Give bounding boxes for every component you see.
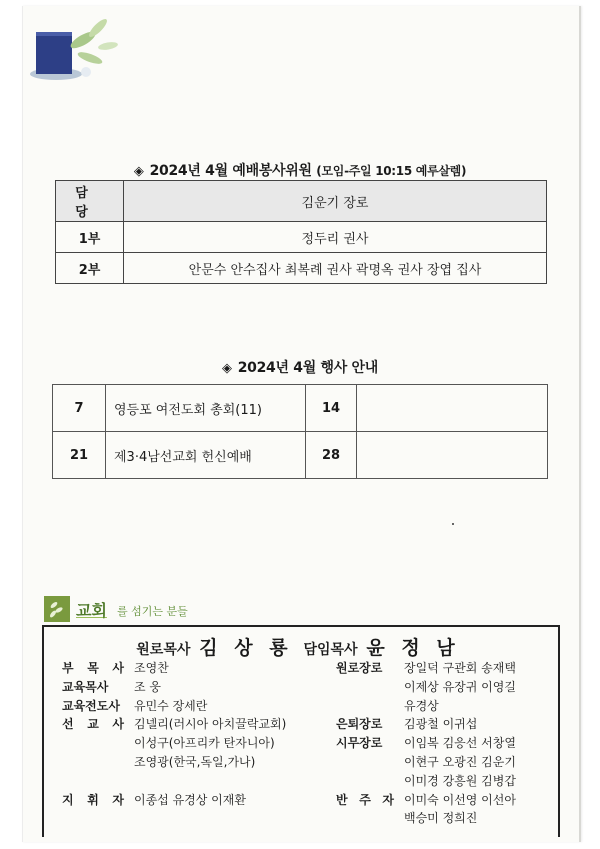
table-row bbox=[56, 181, 547, 222]
diamond-icon: ◈ bbox=[222, 361, 232, 376]
event-day: 14 bbox=[306, 385, 357, 432]
list-item: 이현구 오광진 김운기 bbox=[404, 754, 516, 769]
event-day: 21 bbox=[53, 432, 106, 479]
service-committee-heading: 2024년 4월 예배봉사위원 bbox=[149, 163, 312, 179]
list-item: 이미경 강흥원 김병갑 bbox=[404, 773, 516, 788]
diamond-icon: ◈ bbox=[133, 164, 144, 179]
row-value: 정두리 권사 bbox=[124, 222, 547, 253]
servants-header-main: 교회 bbox=[76, 601, 107, 620]
servants-header-sub: 를 섬기는 분들 bbox=[117, 605, 188, 618]
table-row bbox=[53, 432, 548, 479]
candle-leaf-decoration bbox=[28, 10, 118, 82]
speck bbox=[452, 523, 454, 525]
table-row bbox=[53, 385, 548, 432]
list-item: 유경상 bbox=[404, 698, 439, 713]
event-text bbox=[357, 385, 548, 432]
list-item: 은퇴장로 김광철 이귀섭 bbox=[336, 717, 478, 732]
service-committee-note: (모임-주일 10:15 예루살렘) bbox=[316, 164, 467, 178]
olive-leaf-icon bbox=[44, 596, 70, 622]
servants-right-column bbox=[336, 659, 516, 828]
table-row bbox=[56, 222, 547, 253]
service-committee-title bbox=[0, 160, 600, 180]
list-item: 이성구(아프리카 탄자니아) bbox=[134, 736, 275, 751]
list-item: 이제상 유장귀 이영길 bbox=[404, 679, 516, 694]
event-text: 영등포 여전도회 총회(11) bbox=[106, 385, 306, 432]
row-value: 안문수 안수집사 최복례 권사 곽명옥 권사 장엽 집사 bbox=[124, 253, 547, 284]
servants-header bbox=[44, 596, 344, 622]
events-title bbox=[0, 357, 600, 377]
list-item: 부 목 사 조영찬 bbox=[62, 661, 169, 675]
servants-box bbox=[42, 625, 560, 837]
list-item: 교육목사 조 웅 bbox=[62, 679, 161, 694]
table-row bbox=[56, 253, 547, 284]
senior-pastor-title: 담임목사 bbox=[303, 642, 358, 658]
senior-pastor-name: 윤 정 남 bbox=[366, 637, 460, 659]
emeritus-pastor-name: 김 상 룡 bbox=[199, 637, 293, 659]
service-committee-table bbox=[55, 180, 547, 284]
emeritus-pastor-title: 원로목사 bbox=[136, 642, 191, 658]
row-label: 2부 bbox=[56, 253, 124, 284]
event-day: 7 bbox=[53, 385, 106, 432]
row-label: 담 당 bbox=[56, 181, 124, 222]
event-text: 제3·4남선교회 헌신예배 bbox=[106, 432, 306, 479]
list-item: 반 주 자 이미숙 이선영 이선아 bbox=[336, 792, 516, 807]
pastors-line bbox=[44, 633, 558, 660]
events-table bbox=[52, 384, 548, 479]
list-item: 백승미 정희진 bbox=[404, 811, 478, 826]
list-item: 조영광(한국,독일,가나) bbox=[134, 754, 256, 769]
event-text bbox=[357, 432, 548, 479]
list-item: 선 교 사 김넬리(러시아 아치끌락교회) bbox=[62, 717, 287, 732]
servants-left-column bbox=[62, 659, 286, 809]
row-label: 1부 bbox=[56, 222, 124, 253]
list-item: 교육전도사 유민수 장세란 bbox=[62, 698, 208, 713]
events-heading: 2024년 4월 행사 안내 bbox=[237, 360, 378, 376]
list-item: 원로장로 장일덕 구관회 송재택 bbox=[336, 661, 516, 675]
row-value: 김운기 장로 bbox=[124, 181, 547, 222]
event-day: 28 bbox=[306, 432, 357, 479]
list-item: 시무장로 이임복 김응선 서창열 bbox=[336, 736, 516, 751]
list-item: 지 휘 자 이종섭 유경상 이재환 bbox=[62, 792, 246, 807]
